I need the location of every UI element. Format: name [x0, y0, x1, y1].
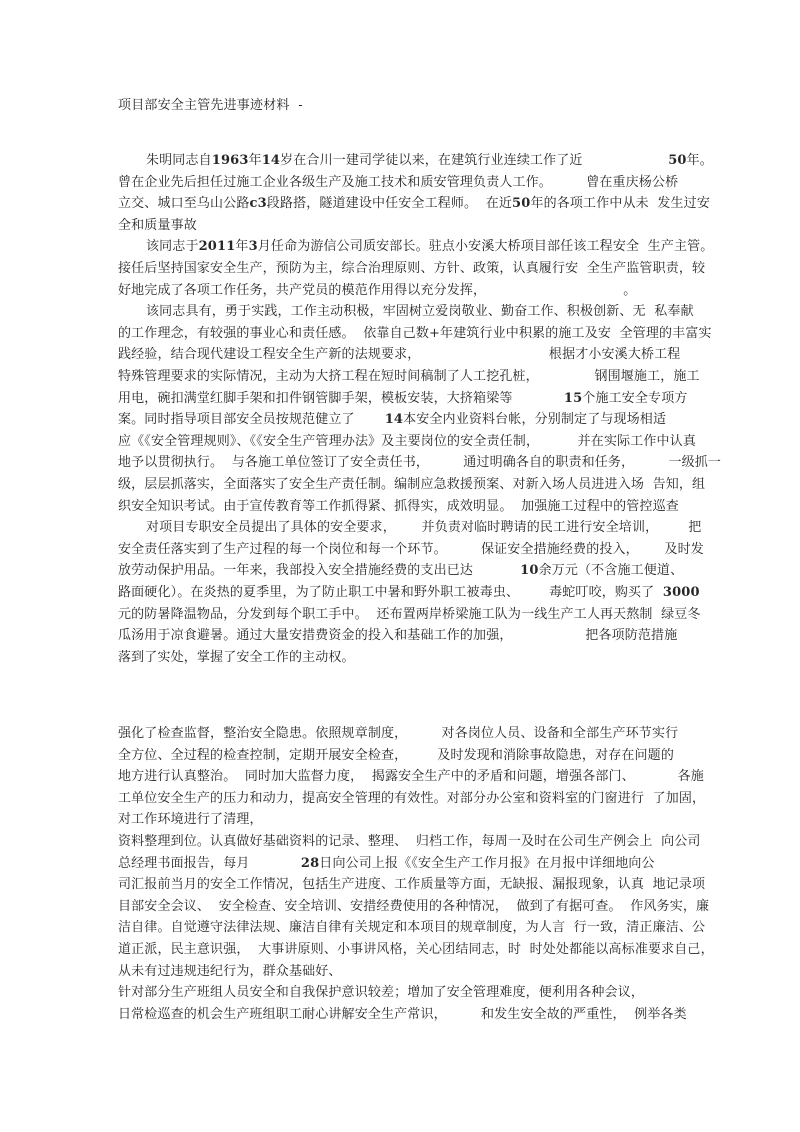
text-line: 全方位、全过程的检查控制，定期开展安全检查， 及时发现和消除事故隐患，对存在问题的 [118, 747, 674, 763]
text-line: 工单位安全生产的压力和动力，提高安全管理的有效性。对部分办公室和资料室的门窗进行 了加固， [118, 790, 706, 806]
text-line: 针对部分生产班组人员安全和自我保护意识较差；增加了安全管理难度，便利用各种会议， [118, 985, 645, 1001]
text-line: 从未有过违规违纪行为，群众基础好、 [118, 963, 342, 979]
text-line: 日常检巡查的机会生产班组职工耐心讲解安全生产常识， 和发生安全故的严重性， 例举各类 [118, 1006, 687, 1022]
text-line: 安全责任落实到了生产过程的每一个岗位和每一个环节。 保证安全措施经费的投入， 及时发 [118, 541, 704, 557]
text-line: 总经理书面报告，每月 28日向公司上报《《安全生产工作月报》在月报中详细地向公 [118, 855, 655, 871]
text-line: 强化了检查监督，整治安全隐患。依照规章制度， 对各岗位人员、设备和全部生产环节实行 [118, 726, 679, 741]
text-line: 特殊管理要求的实际情况，主动为大挤工程在短时间稿制了人工挖孔桩， 钢围堰施工，施工 [118, 369, 700, 384]
text-line: 用电，碗扣满堂红脚手架和扣件钢管脚手架，模板安装，大挤箱梁等 15个施工安全专项方 [118, 390, 688, 406]
text-line: 案。同时指导项目部安全员按规范健立了 14本安全内业资料台帐，分别制定了与现场相适 [118, 412, 667, 428]
text-line: 元的防暑降温物品，分发到每个职工手中。 还布置两岸桥梁施工队为一线生产工人再天熬制 绿豆冬 [118, 606, 701, 622]
text-line: 级，层层抓落实，全面落实了安全生产责任制。编制应急救援预案、对新入场人员进进入场 告知，组 [118, 477, 706, 492]
text-line: 地方进行认真整治。 同时加大监督力度， 揭露安全生产中的矛盾和问题，增强各部门、 各施 [118, 769, 704, 785]
text-line: 践经验，结合现代建设工程安全生产新的法规要求， 根据才小安溪大桥工程 [118, 347, 681, 363]
text-line: 织安全知识考试。由于宣传教育等工作抓得紧、抓得实，成效明显。 加强施工过程中的管控巡查 [118, 498, 679, 514]
text-line: 司汇报前当月的安全工作情况，包括生产进度、工作质量等方面，无缺报、漏报现象，认真 地记录项 [118, 877, 706, 893]
text-line: 全和质量事故 [118, 217, 197, 233]
text-line: 应《《安全管理规则》、《《安全生产管理办法》及主要岗位的安全责任制， 并在实际工作中认真 [118, 433, 696, 449]
text-line: 接任后坚持国家安全生产，预防为主，综合治理原则、方针、政策，认真履行安 全生产监管职责，较 [118, 261, 706, 276]
document-title: 项目部安全主管先进事迹材料 - [118, 98, 303, 113]
text-line: 落到了实处，掌握了安全工作的主动权。 [118, 649, 355, 665]
text-line: 好地完成了各项工作任务，共产党员的模范作用得以充分发挥， 。 [118, 282, 637, 298]
text-line: 目部安全会议、 安全检查、安全培训、安措经费使用的各种情况， 做到了有据可查。 作风务实，廉 [118, 898, 710, 914]
text-line: 地予以贯彻执行。 与各施工单位签订了安全责任书， 通过明确各自的职责和任务， 一级抓一 [118, 455, 722, 471]
text-line: 资料整理到位。认真做好基础资料的记录、整理、 归档工作，每周一及时在公司生产例会上 向公司 [118, 834, 701, 849]
text-line: 曾在企业先后担任过施工企业各级生产及施工技术和质安管理负责人工作。 曾在重庆杨公桥 [118, 174, 679, 190]
text-line: 对工作环境进行了清理， [118, 812, 263, 828]
text-line: 对项目专职安全员提出了具体的安全要求， 并负责对临时聘请的民工进行安全培训， 把 [146, 520, 702, 536]
text-line: 路面硬化）。在炎热的夏季里，为了防止职工中暑和野外职工被毒虫、 毒蛇叮咬，购买了 3000 [118, 585, 700, 600]
text-line: 立交、城口至乌山公路c3段路搭，隧道建设中任安全工程师。 在近50年的各项工作中从未 发生过安 [118, 196, 710, 212]
text-line: 洁自律。自觉遵守法律法规、廉洁自律有关规定和本项目的规章制度，为人言 行一致，清正廉洁、公 [118, 920, 706, 936]
text-line: 道正派，民主意识强， 大事讲原则、小事讲风格，关心团结同志，时 时处处都能以高标准要求自己， [118, 942, 714, 957]
text-line: 瓜汤用于凉食避暑。通过大量安措费资金的投入和基础工作的加强， 把各项防范措施 [118, 628, 678, 644]
text-line: 放劳动保护用品。一年来，我部投入安全措施经费的支出已达 10余万元（不含施工便道、 [118, 563, 684, 579]
text-line: 的工作理念，有较强的事业心和责任感。 依靠自己数+年建筑行业中积累的施工及安 全管理的丰富实 [118, 325, 712, 341]
text-line: 该同志于2011年3月任命为游信公司质安部长。驻点小安溪大桥项目部任该工程安全 生产主管。 [146, 239, 714, 255]
text-line: 该同志具有，勇于实践，工作主动积极，牢固树立爱岗敬业、勤奋工作、积极创新、无 私奉献 [146, 304, 694, 320]
text-line: 朱明同志自1963年14岁在合川一建司学徒以来，在建筑行业连续工作了近 50年。 [146, 153, 713, 168]
